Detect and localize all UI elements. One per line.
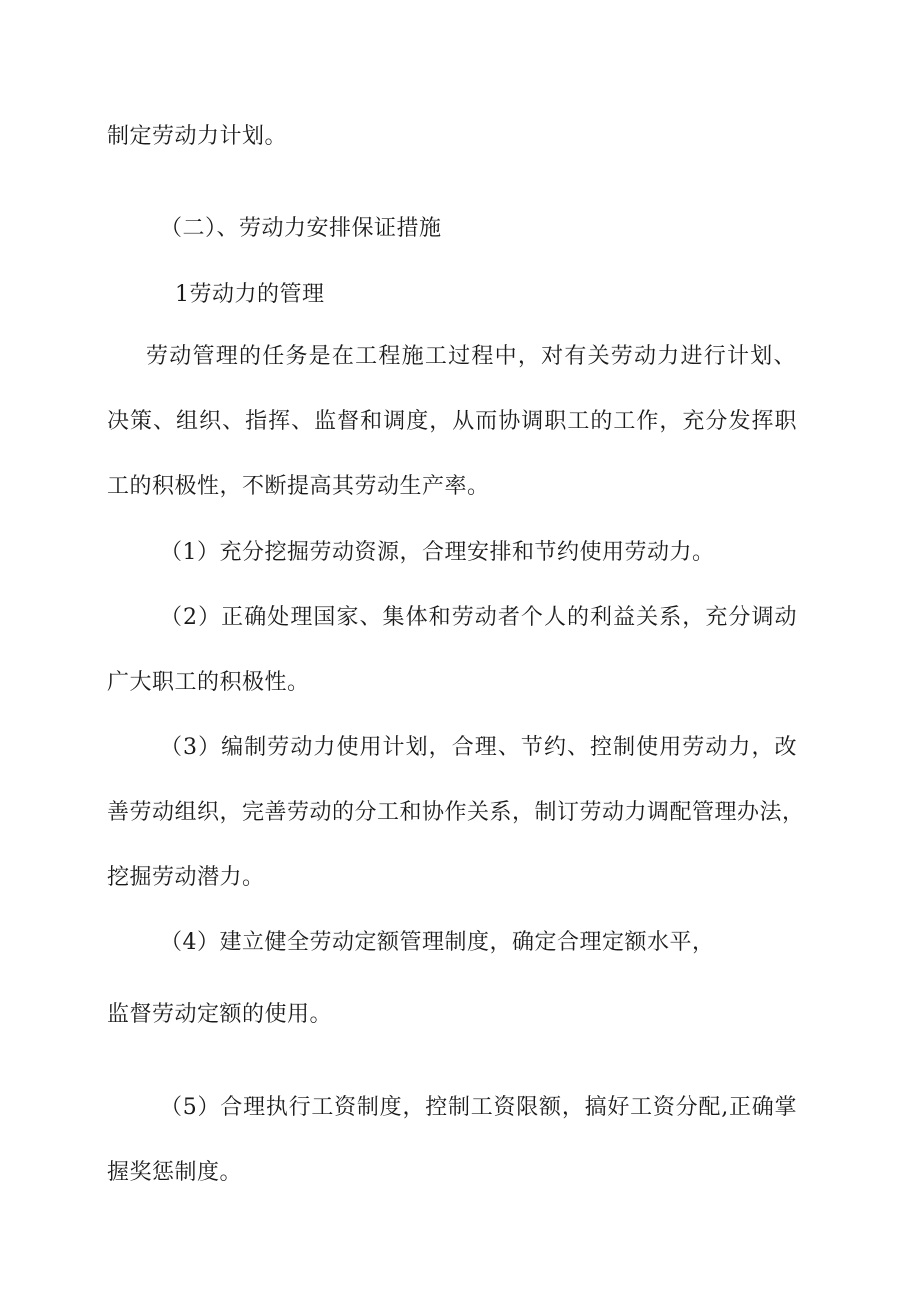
text-line: 善劳动组织，完善劳动的分工和协作关系，制订劳动力调配管理办法， — [107, 800, 805, 825]
list-item: （2）正确处理国家、集体和劳动者个人的利益关系，充分调动 — [160, 605, 797, 630]
list-item: （1）充分挖掘劳动资源，合理安排和节约使用劳动力。 — [160, 540, 715, 565]
text-line: 挖掘劳动潜力。 — [107, 865, 265, 890]
section-heading: （二）、劳动力安排保证措施 — [160, 216, 442, 241]
text-line: 监督劳动定额的使用。 — [107, 1002, 333, 1027]
list-item: （4）建立健全劳动定额管理制度，确定合理定额水平， — [160, 930, 715, 955]
text-line: 广大职工的积极性。 — [107, 670, 310, 695]
text-line: 决策、组织、指挥、监督和调度，从而协调职工的工作，充分发挥职 — [107, 409, 797, 434]
subsection-heading: 1劳动力的管理 — [175, 282, 325, 307]
list-item: （3）编制劳动力使用计划，合理、节约、控制使用劳动力，改 — [160, 735, 797, 760]
text-line: 工的积极性，不断提高其劳动生产率。 — [107, 474, 490, 499]
text-line: 握奖惩制度。 — [107, 1160, 243, 1185]
text-line: 制定劳动力计划。 — [107, 124, 288, 149]
text-line: 劳动管理的任务是在工程施工过程中，对有关劳动力进行计划、 — [146, 344, 796, 369]
list-item: （5）合理执行工资制度，控制工资限额，搞好工资分配,正确掌 — [160, 1095, 797, 1120]
